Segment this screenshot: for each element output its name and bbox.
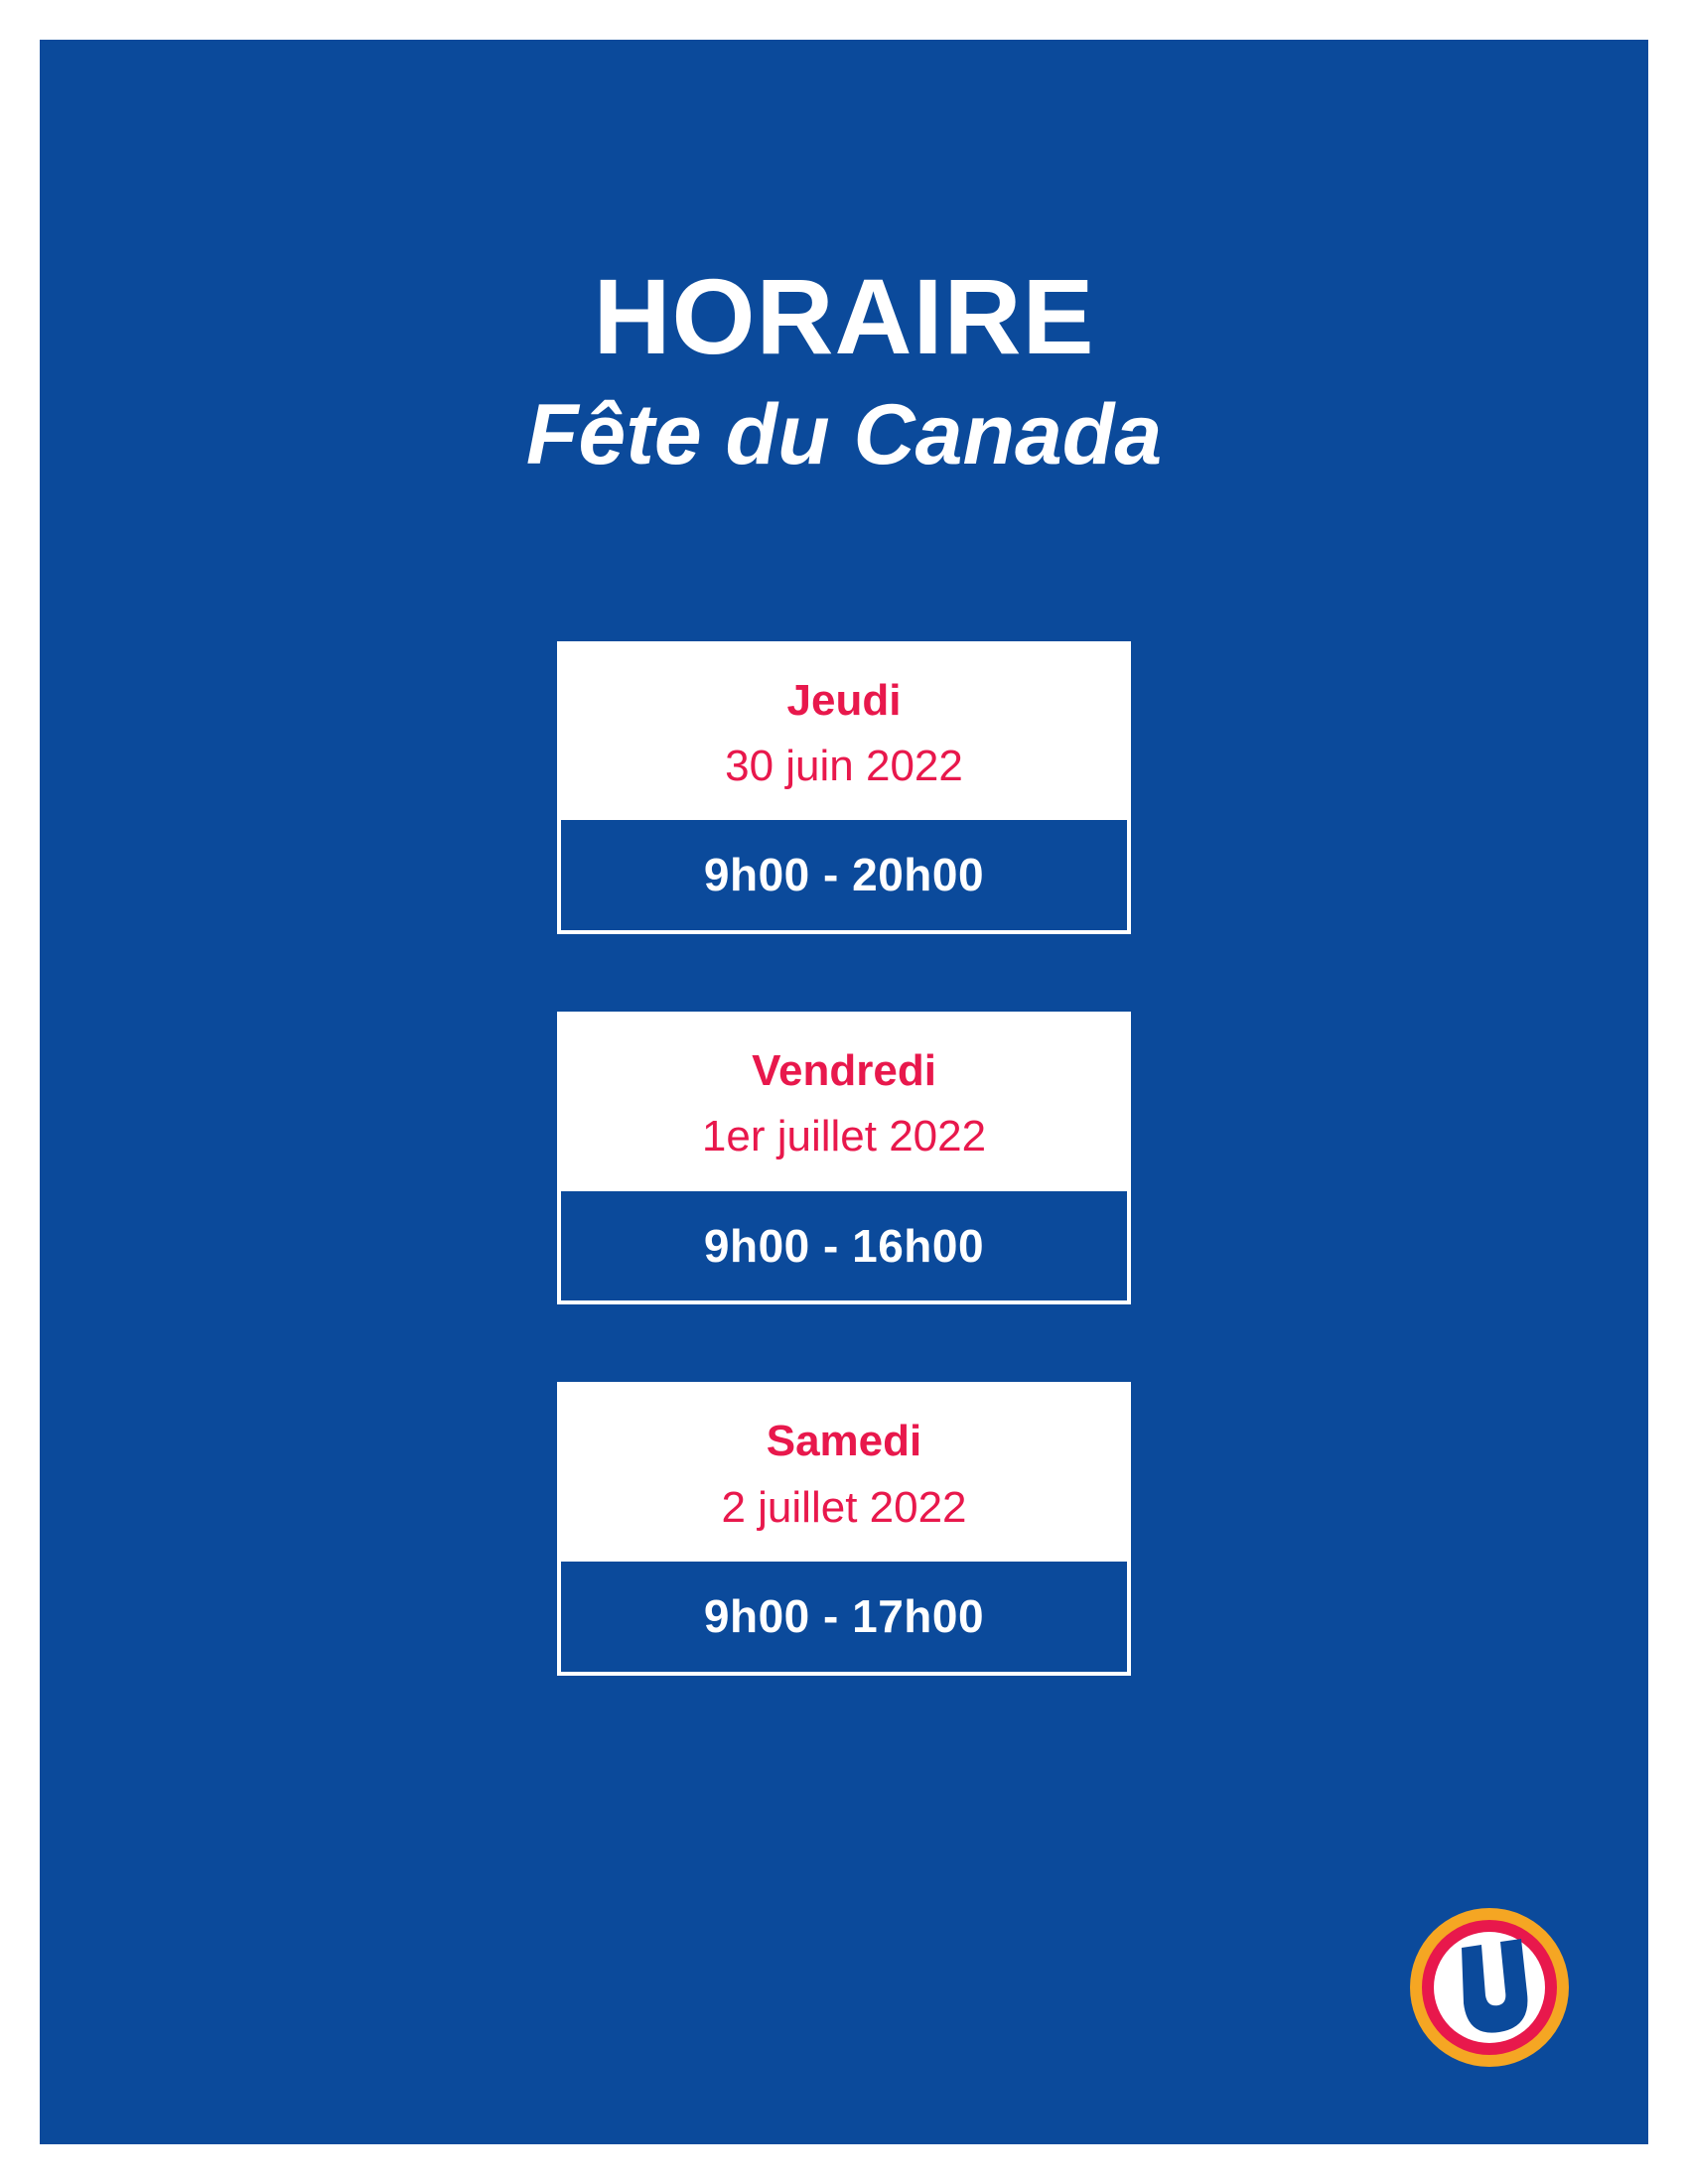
schedule-day-label: Samedi [766, 1417, 922, 1466]
schedule-card-header [561, 1016, 1127, 1187]
schedule-date-label: 30 juin 2022 [725, 741, 963, 790]
schedule-card [557, 1382, 1131, 1675]
schedule-list [40, 641, 1648, 1676]
poster-header [40, 40, 1648, 482]
poster-canvas [40, 40, 1648, 2144]
page-title: HORAIRE [593, 256, 1095, 376]
schedule-card-header [561, 1386, 1127, 1558]
schedule-day-label: Jeudi [786, 675, 902, 725]
schedule-card-hours [561, 816, 1127, 930]
page-subtitle: Fête du Canada [525, 387, 1163, 482]
schedule-hours-label: 9h00 - 17h00 [703, 1590, 985, 1643]
schedule-card-header [561, 645, 1127, 817]
schedule-hours-label: 9h00 - 20h00 [703, 849, 985, 901]
schedule-day-label: Vendredi [752, 1045, 936, 1095]
schedule-date-label: 1er juillet 2022 [701, 1112, 987, 1161]
schedule-card-hours [561, 1558, 1127, 1672]
schedule-card [557, 641, 1131, 934]
schedule-card-hours [561, 1187, 1127, 1301]
u-logo [1406, 1904, 1573, 2071]
schedule-card [557, 1012, 1131, 1304]
schedule-hours-label: 9h00 - 16h00 [703, 1219, 985, 1272]
schedule-date-label: 2 juillet 2022 [721, 1482, 967, 1532]
